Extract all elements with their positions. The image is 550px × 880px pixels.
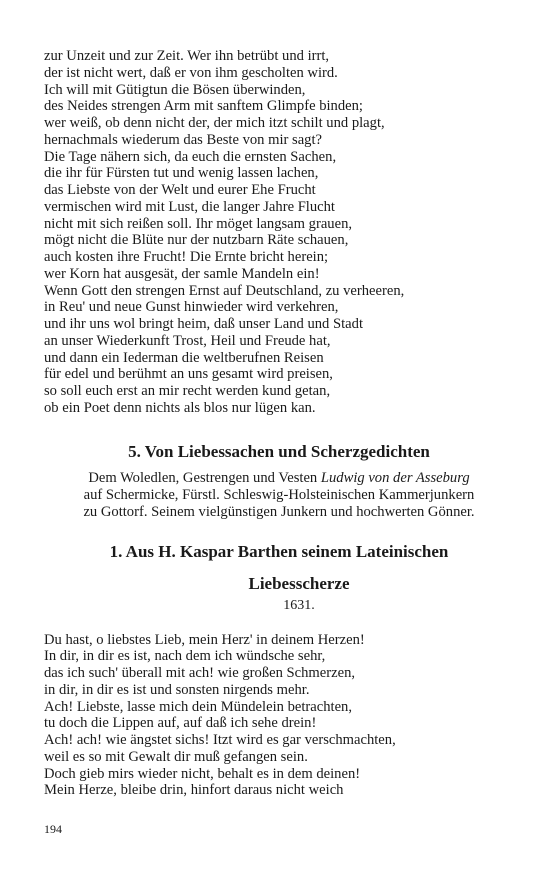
poem-line: Mein Herze, bleibe drin, hinfort daraus nicht weich: [44, 782, 344, 799]
book-page: [44, 48, 514, 799]
poem-line: Ach! Liebste, lasse mich dein Mündelein betrachten,: [44, 698, 352, 715]
verse-line: Die Tage nähern sich, da euch die ernsten Sachen,: [44, 148, 337, 165]
poem-line: in dir, in dir es ist und sonsten nirgends mehr.: [44, 681, 310, 698]
poem-subheading: Liebesscherze: [248, 573, 350, 593]
verse-line: nicht mit sich reißen soll. Ihr möget langsam grauen,: [44, 215, 353, 232]
verse-line: Wenn Gott den strengen Ernst auf Deutschland, zu verheeren,: [44, 282, 405, 299]
page-number: 194: [44, 822, 62, 836]
verse-line: ob ein Poet denn nichts als blos nur lügen kan.: [44, 399, 316, 416]
verse-line: zur Unzeit und zur Zeit. Wer ihn betrübt und irrt,: [44, 48, 330, 64]
dedication-line-2: auf Schermicke, Fürstl. Schleswig-Holsteinischen Kammerjunkern: [83, 486, 475, 503]
poem-line: Doch gieb mirs wieder nicht, behalt es in dem deinen!: [44, 765, 361, 782]
dedication: [44, 470, 514, 521]
verse-line: wer weiß, ob denn nicht der, der mich itzt schilt und plagt,: [44, 115, 385, 131]
verse-line: der ist nicht wert, daß er von ihm gescholten wird.: [44, 64, 338, 81]
dedication-prefix: Dem Woledlen, Gestrengen und Vesten: [88, 469, 321, 486]
poem-line: tu doch die Lippen auf, auf daß ich sehe drein!: [44, 715, 317, 732]
verse-line: so soll euch erst an mir recht werden kund getan,: [44, 383, 331, 399]
dedication-line-3: zu Gottorf. Seinem vielgünstigen Junkern und hochwerten Gönner.: [83, 503, 475, 520]
verse-line: vermischen wird mit Lust, die langer Jahre Flucht: [44, 198, 335, 215]
verse-line: wer Korn hat ausgesät, der samle Mandeln ein!: [44, 265, 320, 282]
poem-line: das ich such' überall mit ach! wie großen Schmerzen,: [44, 665, 356, 681]
verse-line: die ihr für Fürsten tut und wenig lassen lachen,: [44, 165, 319, 182]
verse-line: hernachmals wiederum das Beste von mir sagt?: [44, 131, 323, 148]
poem-line: Ach! ach! wie ängstet sichs! Itzt wird es gar verschmachten,: [44, 732, 396, 748]
verse-line: und ihr uns wol bringt heim, daß unser Land und Stadt: [44, 316, 363, 332]
verse-line: und dann ein Iederman die weltberufnen Reisen: [44, 349, 324, 366]
top-verse: [44, 48, 514, 417]
dedication-name: Ludwig von der Asseburg: [320, 469, 470, 486]
verse-line: in Reu' und neue Gunst hinwieder wird verkehren,: [44, 299, 339, 316]
poem-verse: [44, 632, 514, 800]
verse-line: für edel und berühmt an uns gesamt wird preisen,: [44, 366, 333, 383]
poem-heading: 1. Aus H. Kaspar Barthen seinem Lateinischen: [109, 541, 449, 561]
poem-year: 1631.: [283, 597, 315, 613]
poem-line: weil es so mit Gewalt dir muß gefangen sein.: [44, 748, 308, 765]
verse-line: mögt nicht die Blüte nur der nutzbarn Räte schauen,: [44, 232, 349, 249]
poem-line: In dir, in dir es ist, nach dem ich wündsche sehr,: [44, 648, 326, 665]
verse-line: an unser Wiederkunft Trost, Heil und Freude hat,: [44, 332, 331, 349]
dedication-line-1: [44, 470, 514, 487]
verse-line: das Liebste von der Welt und eurer Ehe Frucht: [44, 182, 316, 198]
verse-line: auch kosten ihre Frucht! Die Ernte bricht herein;: [44, 249, 329, 265]
poem-line: Du hast, o liebstes Lieb, mein Herz' in deinem Herzen!: [44, 631, 365, 648]
verse-line: Ich will mit Gütigtun die Bösen überwinden,: [44, 81, 306, 98]
section-heading: 5. Von Liebessachen und Scherzgedichten: [128, 441, 430, 461]
verse-line: des Neides strengen Arm mit sanftem Glimpfe binden;: [44, 98, 363, 115]
